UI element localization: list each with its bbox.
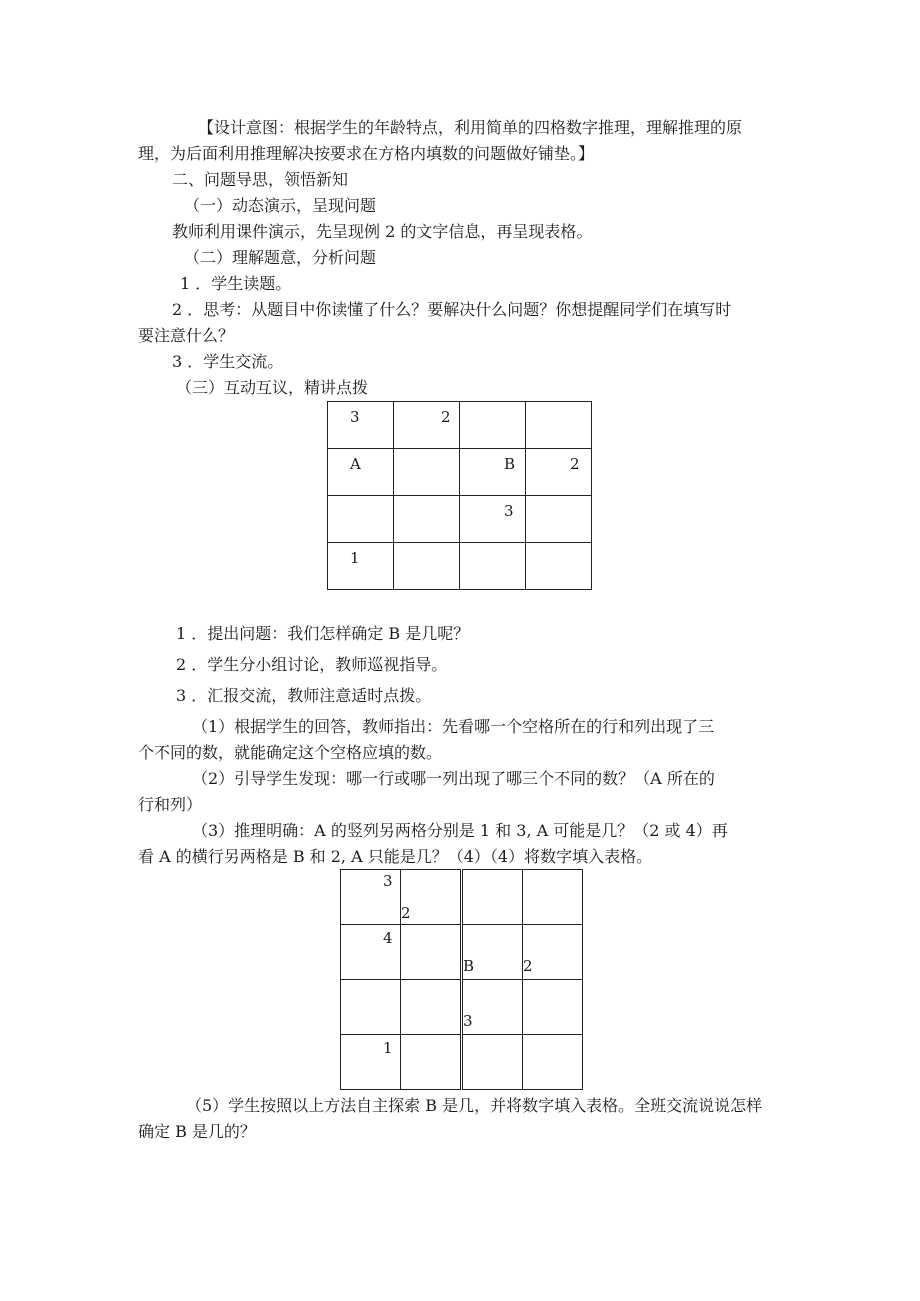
grid-cell <box>401 925 462 980</box>
grid-cell <box>460 543 526 590</box>
grid-cell <box>460 402 526 449</box>
grid-cell: A <box>328 449 394 496</box>
grid-cell: 2 <box>401 870 462 925</box>
grid-cell <box>394 496 460 543</box>
grid-cell: B <box>460 449 526 496</box>
question-3: 3 ．汇报交流，教师注意适时点拨。 <box>176 686 432 705</box>
subsection-title-2: （二）理解题意，分析问题 <box>184 248 377 267</box>
point-2-line-2: 行和列） <box>138 795 203 814</box>
grid-cell: B <box>462 925 523 980</box>
grid-cell <box>401 1035 462 1090</box>
point-1-line-1: （1）根据学生的回答，教师指出：先看哪一个空格所在的行和列出现了三 <box>192 717 715 736</box>
point-2-line-1: （2）引导学生发现：哪一行或哪一列出现了哪三个不同的数？（A 所在的 <box>192 769 715 788</box>
grid-cell: 3 <box>341 870 401 925</box>
grid-cell: 1 <box>341 1035 401 1090</box>
question-2: 2 ．学生分小组讨论，教师巡视指导。 <box>176 655 448 674</box>
point-3-line-2: 看 A 的横行另两格是 B 和 2, A 只能是几？（4）（4）将数字填入表格。 <box>138 847 653 866</box>
grid-cell <box>526 543 592 590</box>
section-title: 二、问题导思，领悟新知 <box>172 170 349 189</box>
grid-cell <box>401 980 462 1035</box>
grid-cell: 1 <box>328 543 394 590</box>
step-3: 3 ．学生交流。 <box>172 352 284 371</box>
puzzle-grid-filled <box>340 869 583 1090</box>
point-1-line-2: 个不同的数，就能确定这个空格应填的数。 <box>138 743 443 762</box>
step-2-line-2: 要注意什么？ <box>138 326 235 345</box>
grid-cell <box>523 980 583 1035</box>
puzzle-grid-initial <box>327 401 592 590</box>
point-5-line-1: （5）学生按照以上方法自主探索 B 是几，并将数字填入表格。全班交流说说怎样 <box>186 1096 763 1115</box>
grid-cell: 2 <box>394 402 460 449</box>
grid-cell <box>523 1035 583 1090</box>
subsection-title-1: （一）动态演示，呈现问题 <box>184 196 377 215</box>
design-intent-line-1: 【设计意图：根据学生的年龄特点，利用简单的四格数字推理，理解推理的原 <box>198 118 743 137</box>
grid-cell <box>394 543 460 590</box>
grid-cell <box>341 980 401 1035</box>
grid-cell: 3 <box>462 980 523 1035</box>
grid-cell <box>526 496 592 543</box>
grid-cell: 3 <box>328 402 394 449</box>
step-2-line-1: 2 ．思考：从题目中你读懂了什么？要解决什么问题？你想提醒同学们在填写时 <box>172 300 732 319</box>
subsection-title-3: （三）互动互议，精讲点拨 <box>176 378 369 397</box>
step-1: 1 ．学生读题。 <box>180 274 292 293</box>
question-1: 1 ．提出问题：我们怎样确定 B 是几呢？ <box>176 624 470 643</box>
grid-cell <box>526 402 592 449</box>
design-intent-line-2: 理，为后面利用推理解决按要求在方格内填数的问题做好铺垫。】 <box>138 144 595 163</box>
grid-cell <box>394 449 460 496</box>
grid-cell: 2 <box>523 925 583 980</box>
point-3-line-1: （3）推理明确：A 的竖列另两格分别是 1 和 3, A 可能是几？（2 或 4）再 <box>192 821 728 840</box>
grid-cell: 2 <box>526 449 592 496</box>
grid-cell <box>462 1035 523 1090</box>
grid-cell <box>462 870 523 925</box>
grid-cell <box>328 496 394 543</box>
grid-cell <box>523 870 583 925</box>
point-5-line-2: 确定 B 是几的？ <box>138 1122 256 1141</box>
grid-cell: 3 <box>460 496 526 543</box>
grid-cell: 4 <box>341 925 401 980</box>
subsection-1-text: 教师利用课件演示，先呈现例 2 的文字信息，再呈现表格。 <box>172 222 593 241</box>
